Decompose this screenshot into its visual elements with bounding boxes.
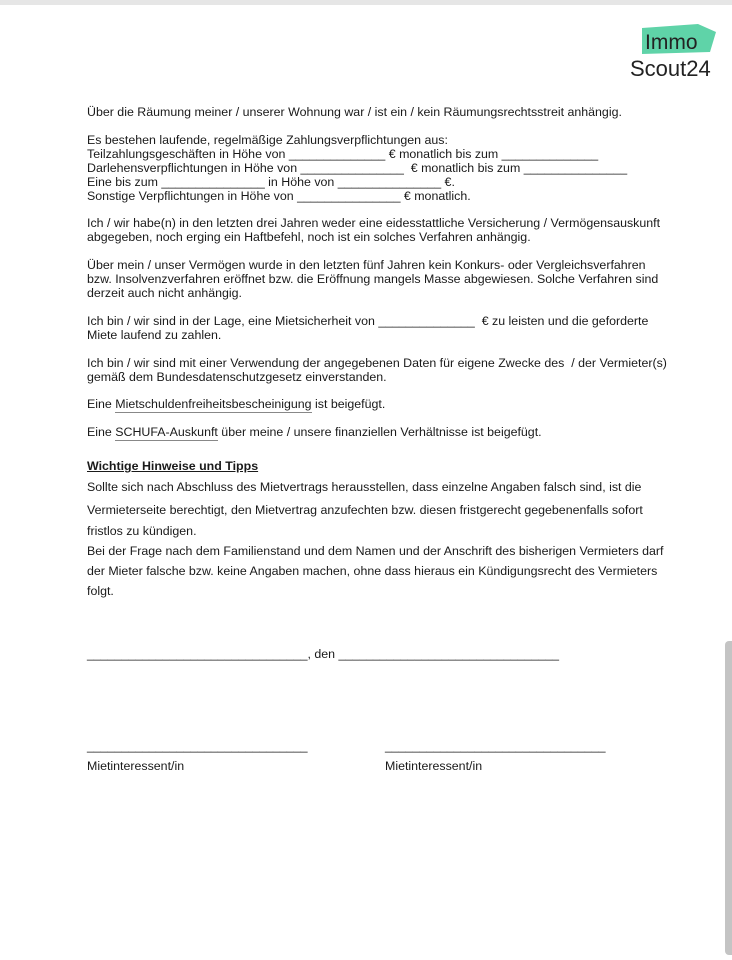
signature-line-left: ________________________________ xyxy=(87,739,308,753)
schufa-auskunft-link[interactable]: SCHUFA-Auskunft xyxy=(115,425,218,439)
svg-text:Scout24: Scout24 xyxy=(630,56,711,81)
text-line: Über mein / unser Vermögen wurde in den letzten fünf Jahren kein Konkurs- oder Vergleichsverfahren xyxy=(87,258,646,272)
text: Eine xyxy=(87,425,116,439)
text-line: derzeit auch nicht anhängig. xyxy=(87,286,242,300)
signature-line-right: ________________________________ xyxy=(385,739,606,753)
attachment-line-mietschuldenfreiheit xyxy=(87,397,385,411)
text: über meine / unsere finanziellen Verhältnisse ist beigefügt. xyxy=(217,425,542,439)
text-line: Sonstige Verpflichtungen in Höhe von _______________ € monatlich. xyxy=(87,189,471,203)
text-line: abgegeben, noch erging ein Haftbefehl, noch ist ein solches Verfahren anhängig. xyxy=(87,230,531,244)
hints-heading: Wichtige Hinweise und Tipps xyxy=(87,459,259,473)
text: Eine xyxy=(87,397,116,411)
attachment-line-schufa xyxy=(87,425,542,439)
signature-label-right: Mietinteressent/in xyxy=(385,759,483,773)
hint-line: Sollte sich nach Abschluss des Mietvertrags herausstellen, dass einzelne Angaben falsch sind, ist die xyxy=(87,480,642,494)
hint-line: Vermieterseite berechtigt, den Mietvertrag anzufechten bzw. diesen fristgerecht gegebenenfalls sofort xyxy=(87,503,643,517)
immoscout24-logo xyxy=(628,22,723,82)
text-line: Eine bis zum _______________ in Höhe von _______________ €. xyxy=(87,175,455,189)
hint-line: der Mieter falsche bzw. keine Angaben machen, ohne dass hieraus ein Kündigungsrecht des Vermieters xyxy=(87,564,658,578)
text-line: Darlehensverpflichtungen in Höhe von _______________ € monatlich bis zum _______________ xyxy=(87,161,628,175)
text-line: Ich bin / wir sind in der Lage, eine Mietsicherheit von ______________ € zu leisten und die geforderte xyxy=(87,314,649,328)
place-date-line: ________________________________, den ________________________________ xyxy=(87,647,560,661)
hint-line: Bei der Frage nach dem Familienstand und dem Namen und der Anschrift des bisherigen Vermieters darf xyxy=(87,544,664,558)
hint-line: fristlos zu kündigen. xyxy=(87,524,197,538)
scrollbar[interactable] xyxy=(725,641,732,955)
text-line: bzw. Insolvenzverfahren eröffnet bzw. die Eröffnung mangels Masse abgewiesen. Solche Verfahren sind xyxy=(87,272,659,286)
svg-text:Immo: Immo xyxy=(645,31,698,54)
text-line: Teilzahlungsgeschäften in Höhe von ______________ € monatlich bis zum ______________ xyxy=(87,147,599,161)
text-line: Ich / wir habe(n) in den letzten drei Jahren weder eine eidesstattliche Versicherung / Vermögensauskunft xyxy=(87,216,661,230)
text-line: Ich bin / wir sind mit einer Verwendung der angegebenen Daten für eigene Zwecke des / der Vermieter(s) xyxy=(87,356,667,370)
text-line: Miete laufend zu zahlen. xyxy=(87,328,222,342)
mietschuldenfreiheitsbescheinigung-link[interactable]: Mietschuldenfreiheitsbescheinigung xyxy=(115,397,312,411)
text: ist beigefügt. xyxy=(311,397,386,411)
text-line: Über die Räumung meiner / unserer Wohnung war / ist ein / kein Räumungsrechtsstreit anhängig. xyxy=(87,105,622,119)
signature-label-left: Mietinteressent/in xyxy=(87,759,185,773)
top-bar xyxy=(0,0,732,5)
text-line: Es bestehen laufende, regelmäßige Zahlungsverpflichtungen aus: xyxy=(87,133,448,147)
text-line: gemäß dem Bundesdatenschutzgesetz einverstanden. xyxy=(87,370,387,384)
hint-line: folgt. xyxy=(87,584,114,598)
